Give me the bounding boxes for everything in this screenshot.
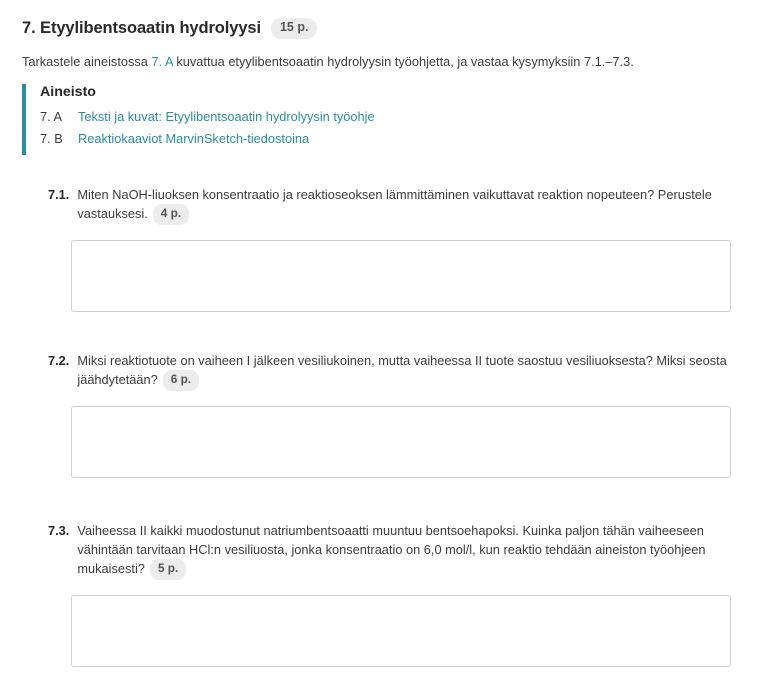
question-body: Miten NaOH-liuoksen konsentraatio ja reaktioseoksen lämmittäminen vaikuttavat reaktion nopeuteen? Perustele vastauksesi. [77,187,712,222]
question-text [77,185,727,226]
question-prompt [48,351,739,392]
question-number: 7.2. [48,353,70,369]
question-points-badge: 5 p. [150,559,186,580]
answer-input-7-1[interactable] [71,240,731,312]
question-number: 7.3. [48,522,70,538]
material-item [40,109,739,124]
question-prompt [48,521,739,581]
question-7-3 [48,509,739,672]
exercise-intro [22,53,739,72]
question-prompt [48,185,739,226]
question-text [77,351,727,392]
material-item-label: 7. A [40,109,63,125]
question-points-badge: 6 p. [163,370,199,391]
spacer [22,483,739,509]
material-item [40,131,739,146]
exercise-points-badge: 15 p. [271,18,318,39]
material-item-label: 7. B [40,131,63,147]
question-7-2 [48,339,739,483]
material-block [22,84,739,155]
question-7-1 [48,173,739,317]
exercise-header [22,18,739,39]
page-title: 7. Etyylibentsoaatin hydrolyysi [22,18,261,37]
question-body: Vaiheessa II kaikki muodostunut natriumbentsoaatti muuntuu bentsoehapoksi. Kuinka paljon tähän vaiheeseen vähintään tarvitaan HCl:n vesiliuosta, jonka konsentraatio on 6,0 mol/l, kun reaktio tehdään aineiston työohjeen mukaisesti? [77,522,706,577]
material-heading: Aineisto [40,84,96,101]
answer-input-7-3[interactable] [71,595,731,667]
question-number: 7.1. [48,187,70,203]
material-link-7a-inline[interactable]: 7. A [151,53,173,69]
material-item-link[interactable]: Teksti ja kuvat: Etyylibentsoaatin hydrolyysin työohje [78,109,375,125]
spacer [22,317,739,339]
question-text [77,521,727,581]
question-points-badge: 4 p. [153,204,189,225]
material-item-link[interactable]: Reaktiokaaviot MarvinSketch-tiedostoina [78,131,310,147]
answer-input-7-2[interactable] [71,406,731,478]
question-body: Miksi reaktiotuote on vaiheen I jälkeen vesiliukoinen, mutta vaiheessa II tuote saostuu vesiliuoksesta? Miksi seosta jäähdytetään? [77,353,727,388]
intro-text-after: kuvattua etyylibentsoaatin hydrolyysin työohjetta, ja vastaa kysymyksiin 7.1.–7.3. [172,53,634,69]
intro-text-before: Tarkastele aineistossa [22,53,152,69]
